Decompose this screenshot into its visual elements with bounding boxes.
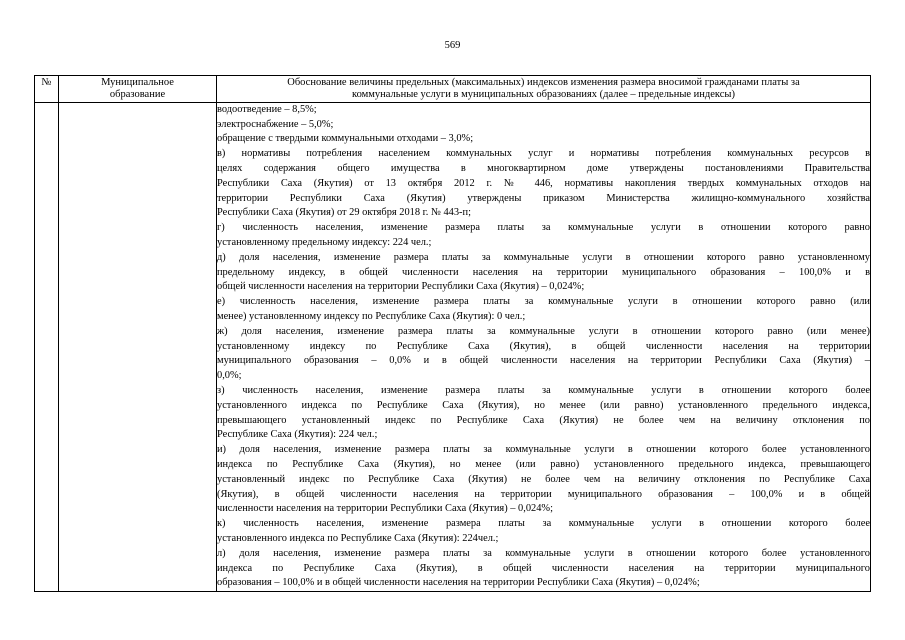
column-header-number: № [35,76,59,103]
text-line: индекса по Республике Саха (Якутия), в общей численности населения на территории муниципального [217,562,870,574]
text-line: превышающего установленный индекс по Республике Саха (Якутия) не более чем на величину отклонения по [217,414,870,426]
text-line: установленному индексу по Республике Саха (Якутия), в общей численности населения на территории [217,340,870,352]
column-header-justification-line2: коммунальные услуги в муниципальных образованиях (далее – предельные индексы) [352,89,735,101]
text-line: и) доля населения, изменение размера платы за коммунальные услуги в отношении которого более установленного [217,444,870,456]
column-header-municipality-line2: образование [109,89,166,101]
text-line: л) доля населения, изменение размера платы за коммунальные услуги в отношении которого более установленного [217,547,870,559]
page-number: 569 [444,40,461,51]
text-line: к) численность населения, изменение размера платы за коммунальные услуги в отношении которого более [217,518,870,530]
text-line: предельному индексу, в общей численности населения на территории муниципального образования – 100,0% и в [217,266,870,278]
text-line: общей численности населения на территории Республики Саха (Якутия) – 0,024%; [217,281,585,293]
column-header-justification [217,76,871,103]
text-line: Республике Саха (Якутия): 224 чел.; [217,429,378,441]
text-line: водоотведение – 8,5%; [217,103,317,115]
text-line: ж) доля населения, изменение размера платы за коммунальные услуги в отношении которого равно (или менее) [217,325,870,337]
text-line: обращение с твердыми коммунальными отходами – 3,0%; [217,133,474,145]
text-line: е) численность населения, изменение размера платы за коммунальные услуги в отношении которого равно (или [217,296,870,308]
table-row [35,102,871,591]
cell-justification [217,102,871,591]
text-line: численности населения на территории Республики Саха (Якутия) – 0,024%; [217,503,553,515]
column-header-justification-line1: Обоснование величины предельных (максимальных) индексов изменения размера вносимой гражданами платы за [287,77,800,88]
text-line: установленного индекса по Республике Саха (Якутия): 224чел.; [217,532,499,544]
text-line: целях содержания общего имущества в многоквартирном доме утверждены постановлениями Правительства [217,163,870,174]
text-line: установленному предельному индексу: 224 чел.; [217,236,432,248]
tariff-index-table [34,75,871,592]
column-header-municipality-line1: Муниципальное [101,77,174,88]
text-line: Республики Саха (Якутия) от 13 октября 2012 г. № 446, нормативы накопления твердых коммунальных отходов на [217,177,870,189]
text-line: з) численность населения, изменение размера платы за коммунальные услуги в отношении которого более [217,384,870,396]
column-header-municipality [59,76,217,103]
text-line: муниципального образования – 0,0% и в общей численности населения на территории Республики Саха (Якутия) – [217,355,870,367]
text-line: г) численность населения, изменение размера платы за коммунальные услуги в отношении которого равно [217,222,870,234]
text-line: индекса по Республике Саха (Якутия), но менее (или равно) установленного предельного индекса, превышающего [217,458,870,470]
text-line: д) доля населения, изменение размера платы за коммунальные услуги в отношении которого равно установленному [217,251,870,263]
text-line: Республики Саха (Якутия) от 29 октября 2018 г. № 443-п; [217,207,471,219]
text-line: менее) установленному индексу по Республике Саха (Якутия): 0 чел.; [217,310,526,322]
cell-number [35,102,59,591]
text-line: образования – 100,0% и в общей численности населения на территории Республики Саха (Якутия) – 0,024%; [217,577,700,589]
text-line: (Якутия), в общей численности населения на территории муниципального образования – 100,0% и в общей [217,488,870,500]
text-line: электроснабжение – 5,0%; [217,118,334,130]
table-header-row [35,76,871,103]
text-line: установленного индекса по Республике Саха (Якутия), но менее (или равно) установленного предельного индекса, [217,399,870,411]
cell-municipality [59,102,217,591]
text-line: 0,0%; [217,370,242,382]
text-line: в) нормативы потребления населением коммунальных услуг и нормативы потребления коммунальных ресурсов в [217,148,870,160]
text-line: установленный индекс по Республике Саха (Якутия) не более чем на величину отклонения по Республике Саха [217,473,870,485]
text-line: территории Республики Саха (Якутия) утверждены приказом Министерства жилищно-коммунального хозяйства [217,192,870,204]
